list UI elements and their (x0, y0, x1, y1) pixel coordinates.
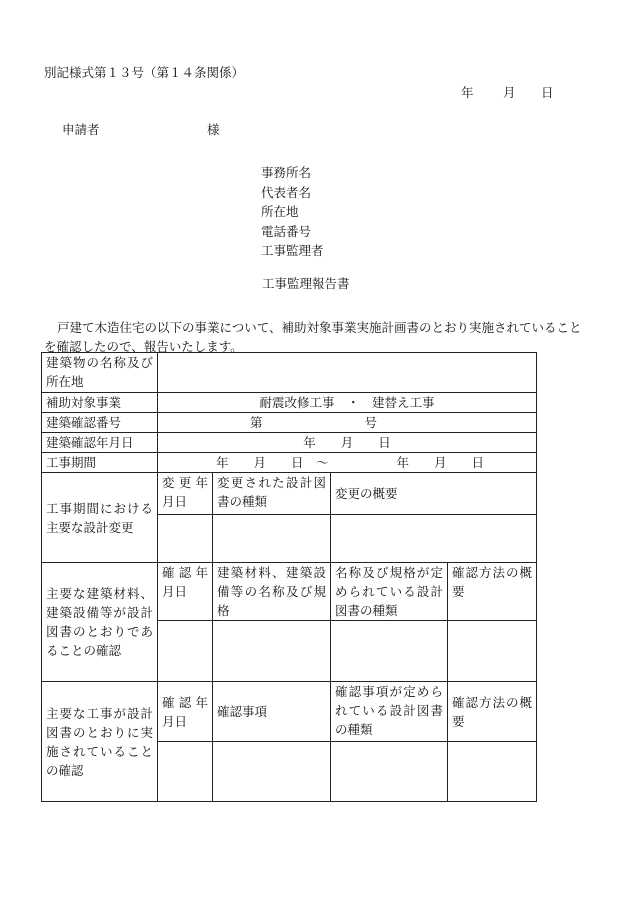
sender-representative: 代表者名 (261, 184, 312, 200)
materials-col-method: 確認方法の概要 (448, 563, 537, 621)
confirm-number-label: 建築確認番号 (42, 413, 158, 433)
date-day: 日 (541, 85, 554, 100)
works-col-items: 確認事項 (213, 682, 331, 742)
confirm-number-suffix: 号 (364, 415, 378, 430)
project-type-label: 補助対象事業 (42, 393, 158, 413)
materials-date-cell[interactable] (158, 621, 213, 682)
form-number: 別記様式第１３号（第１４条関係） (44, 65, 245, 80)
building-name-field[interactable] (158, 353, 537, 393)
period-end: 年 月 日 (396, 455, 485, 470)
applicant-honorific: 様 (207, 122, 220, 137)
date-year: 年 (461, 85, 474, 100)
date-month: 月 (503, 85, 516, 100)
changes-date-cell[interactable] (158, 515, 213, 563)
works-col-date: 確認年月日 (158, 682, 213, 742)
materials-col-items: 建築材料、建築設備等の名称及び規格 (213, 563, 331, 621)
materials-method-cell[interactable] (448, 621, 537, 682)
works-col-docs: 確認事項が定められている設計図書の種類 (331, 682, 448, 742)
works-col-method: 確認方法の概要 (448, 682, 537, 742)
works-method-cell[interactable] (448, 742, 537, 802)
document-title: 工事監理報告書 (262, 276, 350, 291)
confirm-number-prefix: 第 (250, 415, 263, 430)
changes-col-date: 変更年月日 (158, 473, 213, 515)
report-table (41, 352, 537, 802)
sender-phone: 電話番号 (261, 223, 312, 239)
period-label: 工事期間 (42, 453, 158, 473)
sender-address: 所在地 (261, 204, 299, 219)
sender-office: 事務所名 (261, 165, 312, 180)
changes-label: 工事期間における主要な設計変更 (42, 473, 158, 563)
works-items-cell[interactable] (213, 742, 331, 802)
sender-block (261, 163, 324, 261)
confirm-number-field[interactable] (158, 413, 537, 433)
materials-items-cell[interactable] (213, 621, 331, 682)
changes-summary-cell[interactable] (331, 515, 537, 563)
materials-col-docs: 名称及び規格が定められている設計図書の種類 (331, 563, 448, 621)
changes-col-summary: 変更の概要 (331, 473, 537, 515)
changes-docs-cell[interactable] (213, 515, 331, 563)
changes-col-docs: 変更された設計図書の種類 (213, 473, 331, 515)
confirm-date-label: 建築確認年月日 (42, 433, 158, 453)
works-date-cell[interactable] (158, 742, 213, 802)
period-start: 年 月 日 〜 (216, 455, 329, 470)
materials-col-date: 確認年月日 (158, 563, 213, 621)
project-type-options[interactable]: 耐震改修工事 ・ 建替え工事 (158, 393, 537, 413)
intro-paragraph: 戸建て木造住宅の以下の事業について、補助対象事業実施計画書のとおり実施されていることを確認したので、報告いたします。 (44, 320, 582, 354)
materials-docs-cell[interactable] (331, 621, 448, 682)
building-name-label: 建築物の名称及び所在地 (42, 353, 158, 393)
sender-supervisor: 工事監理者 (261, 243, 324, 258)
period-field[interactable] (158, 453, 537, 473)
works-label: 主要な工事が設計図書のとおりに実施されていることの確認 (42, 682, 158, 802)
confirm-date-field[interactable]: 年 月 日 (158, 433, 537, 453)
applicant-label: 申請者 (62, 122, 100, 137)
works-docs-cell[interactable] (331, 742, 448, 802)
materials-label: 主要な建築材料、建築設備等が設計図書のとおりであることの確認 (42, 563, 158, 682)
